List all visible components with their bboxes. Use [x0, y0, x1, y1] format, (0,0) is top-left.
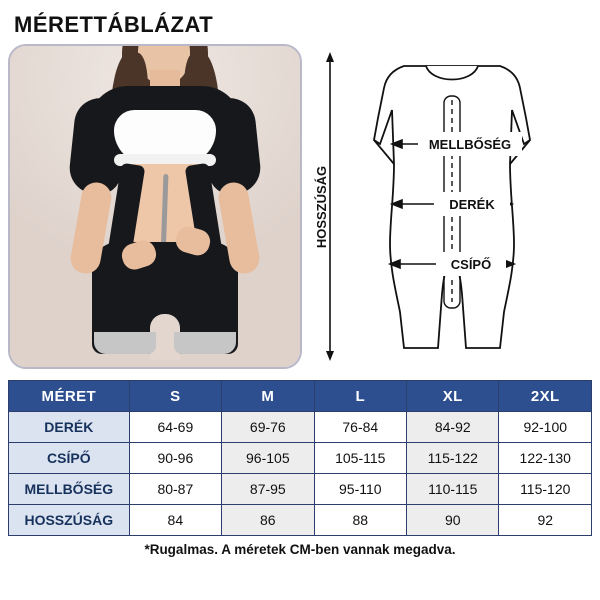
- label-waist: DERÉK: [449, 197, 495, 212]
- col-header-s: S: [129, 381, 221, 412]
- label-bust: MELLBŐSÉG: [428, 137, 512, 152]
- measurement-diagram: [312, 44, 592, 369]
- product-photo-panel: [8, 44, 302, 369]
- cell-waist-s: 64-69: [129, 412, 221, 443]
- cell-length-l: 88: [314, 505, 406, 536]
- cell-waist-xl: 84-92: [407, 412, 499, 443]
- col-header-2xl: 2XL: [499, 381, 592, 412]
- cell-length-xl: 90: [407, 505, 499, 536]
- cell-waist-2xl: 92-100: [499, 412, 592, 443]
- measurement-diagram-svg: [312, 44, 592, 369]
- row-header-bust: MELLBŐSÉG: [9, 474, 130, 505]
- cell-length-2xl: 92: [499, 505, 592, 536]
- cell-bust-2xl: 115-120: [499, 474, 592, 505]
- page-title: MÉRETTÁBLÁZAT: [14, 12, 214, 37]
- size-table: [8, 380, 592, 536]
- cell-length-s: 84: [129, 505, 221, 536]
- label-hip: CSÍPŐ: [450, 257, 492, 272]
- cell-hip-l: 105-115: [314, 443, 406, 474]
- cell-bust-s: 80-87: [129, 474, 221, 505]
- product-photo-sauna-suit: [10, 46, 300, 367]
- cell-bust-m: 87-95: [222, 474, 314, 505]
- row-header-waist: DERÉK: [9, 412, 130, 443]
- cell-waist-l: 76-84: [314, 412, 406, 443]
- col-header-size: MÉRET: [9, 381, 130, 412]
- cell-hip-2xl: 122-130: [499, 443, 592, 474]
- table-row: [9, 474, 592, 505]
- cell-bust-xl: 110-115: [407, 474, 499, 505]
- cell-bust-l: 95-110: [314, 474, 406, 505]
- size-table-head: [9, 381, 592, 412]
- suit-hem-right: [174, 332, 236, 354]
- table-header-row: [9, 381, 592, 412]
- cell-waist-m: 69-76: [222, 412, 314, 443]
- suit-hem-left: [94, 332, 156, 354]
- table-row: [9, 412, 592, 443]
- size-table-body: [9, 412, 592, 536]
- col-header-m: M: [222, 381, 314, 412]
- cell-length-m: 86: [222, 505, 314, 536]
- col-header-l: L: [314, 381, 406, 412]
- col-header-xl: XL: [407, 381, 499, 412]
- label-length: HOSSZÚSÁG: [314, 165, 329, 249]
- size-table-wrap: [8, 380, 592, 536]
- row-header-length: HOSSZÚSÁG: [9, 505, 130, 536]
- table-row: [9, 505, 592, 536]
- cell-hip-s: 90-96: [129, 443, 221, 474]
- footnote: *Rugalmas. A méretek CM-ben vannak megadva.: [144, 542, 456, 557]
- table-row: [9, 443, 592, 474]
- cell-hip-m: 96-105: [222, 443, 314, 474]
- cell-hip-xl: 115-122: [407, 443, 499, 474]
- row-header-hip: CSÍPŐ: [9, 443, 130, 474]
- top-section: [8, 44, 592, 374]
